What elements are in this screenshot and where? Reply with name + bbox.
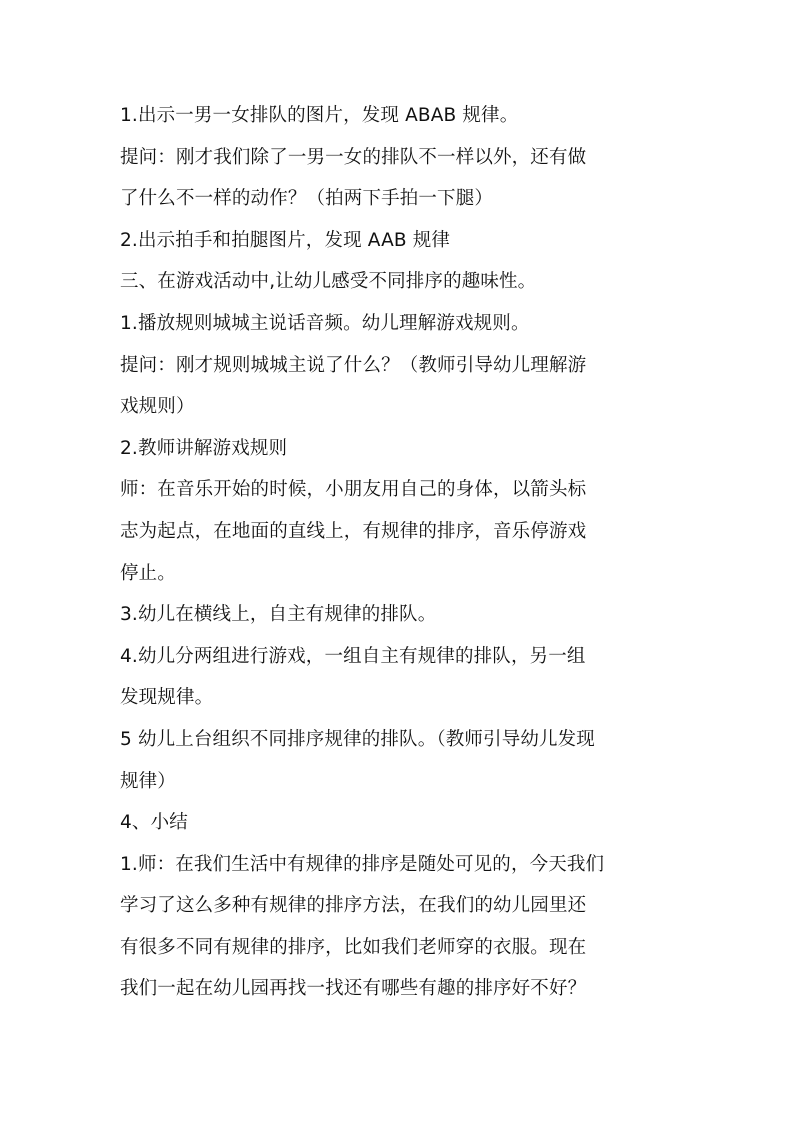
document-page xyxy=(120,102,680,1017)
section-heading: 三、在游戏活动中,让幼儿感受不同排序的趣味性。 xyxy=(120,271,537,293)
text-line: 3.幼儿在横线上，自主有规律的排队。 xyxy=(120,604,437,626)
text-line: 停止。 xyxy=(120,562,176,584)
text-line: 学习了这么多种有规律的排序方法，在我们的幼儿园里还 xyxy=(120,895,587,917)
text-line: 有很多不同有规律的排序，比如我们老师穿的衣服。现在 xyxy=(120,936,587,958)
text-line: 发现规律。 xyxy=(120,687,214,709)
text-line: 志为起点，在地面的直线上，有规律的排序，音乐停游戏 xyxy=(120,520,587,542)
text-line: 我们一起在幼儿园再找一找还有哪些有趣的排序好不好？ xyxy=(120,978,587,1000)
text-line: 1.播放规则城城主说话音频。幼儿理解游戏规则。 xyxy=(120,312,530,334)
text-line: 2.教师讲解游戏规则 xyxy=(120,437,288,459)
text-line: 5 幼儿上台组织不同排序规律的排队。（教师引导幼儿发现 xyxy=(120,728,595,750)
text-line: 提问：刚才规则城城主说了什么？（教师引导幼儿理解游 xyxy=(120,354,587,376)
text-line: 1.师：在我们生活中有规律的排序是随处可见的，今天我们 xyxy=(120,853,605,875)
text-line: 1.出示一男一女排队的图片，发现 ABAB 规律。 xyxy=(120,105,519,126)
text-line: 师：在音乐开始的时候，小朋友用自己的身体，以箭头标 xyxy=(120,479,587,501)
text-line: 4.幼儿分两组进行游戏，一组自主有规律的排队，另一组 xyxy=(120,645,586,667)
text-line: 了什么不一样的动作？（拍两下手拍一下腿） xyxy=(120,188,494,210)
text-line: 规律） xyxy=(120,770,176,792)
text-line: 提问：刚才我们除了一男一女的排队不一样以外，还有做 xyxy=(120,146,587,168)
text-line: 戏规则） xyxy=(120,396,195,418)
text-line: 2.出示拍手和拍腿图片，发现 AAB 规律 xyxy=(120,229,451,251)
section-heading: 4、小结 xyxy=(120,812,188,834)
